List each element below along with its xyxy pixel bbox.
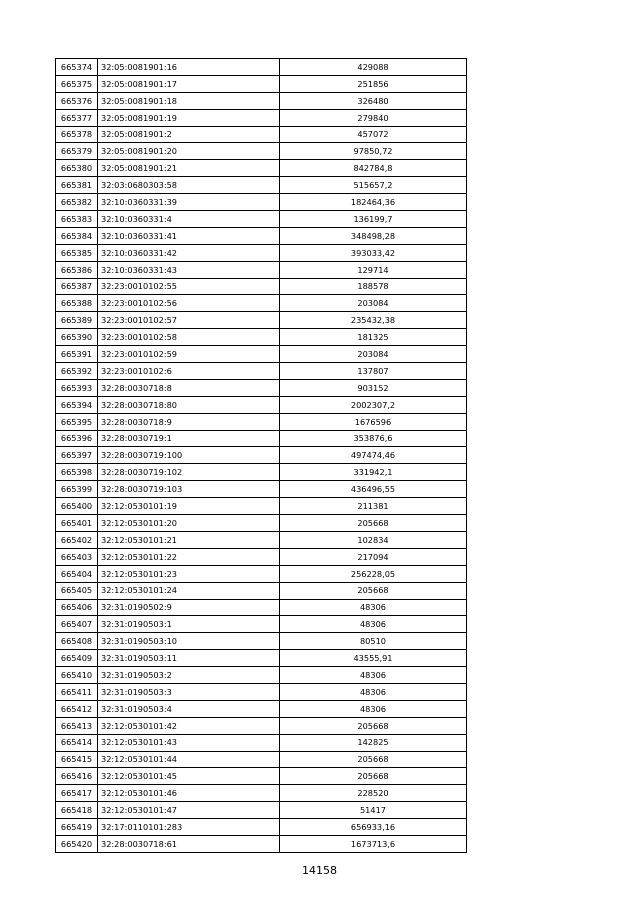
table-row: [56, 346, 467, 363]
cadastral-number-cell: 32:12:0530101:46: [98, 785, 280, 802]
value-cell: 48306: [280, 667, 467, 684]
cadastral-number-cell: 32:10:0360331:43: [98, 261, 280, 278]
value-cell: 457072: [280, 126, 467, 143]
value-cell: 436496,55: [280, 481, 467, 498]
cadastral-number-cell: 32:28:0030719:1: [98, 430, 280, 447]
cadastral-number-cell: 32:28:0030718:8: [98, 379, 280, 396]
cadastral-number-cell: 32:31:0190503:4: [98, 700, 280, 717]
row-number-cell: 665401: [56, 515, 98, 532]
value-cell: 203084: [280, 295, 467, 312]
row-number-cell: 665412: [56, 700, 98, 717]
cadastral-number-cell: 32:10:0360331:42: [98, 244, 280, 261]
table-row: [56, 312, 467, 329]
page-number: 14158: [302, 864, 337, 877]
row-number-cell: 665414: [56, 734, 98, 751]
cadastral-number-cell: 32:12:0530101:47: [98, 802, 280, 819]
value-cell: 235432,38: [280, 312, 467, 329]
value-cell: 217094: [280, 548, 467, 565]
table-row: [56, 531, 467, 548]
row-number-cell: 665381: [56, 177, 98, 194]
table-row: [56, 667, 467, 684]
row-number-cell: 665377: [56, 109, 98, 126]
table-row: [56, 363, 467, 380]
cadastral-number-cell: 32:31:0190502:9: [98, 599, 280, 616]
table-row: [56, 734, 467, 751]
value-cell: 182464,36: [280, 194, 467, 211]
cadastral-number-cell: 32:12:0530101:24: [98, 582, 280, 599]
cadastral-number-cell: 32:05:0081901:21: [98, 160, 280, 177]
table-row: [56, 413, 467, 430]
cadastral-value-table: [55, 58, 467, 853]
cadastral-number-cell: 32:31:0190503:3: [98, 683, 280, 700]
value-cell: 515657,2: [280, 177, 467, 194]
cadastral-number-cell: 32:12:0530101:43: [98, 734, 280, 751]
cadastral-number-cell: 32:28:0030719:102: [98, 464, 280, 481]
row-number-cell: 665380: [56, 160, 98, 177]
table-row: [56, 515, 467, 532]
table-row: [56, 616, 467, 633]
table-row: [56, 295, 467, 312]
table-row: [56, 92, 467, 109]
value-cell: 188578: [280, 278, 467, 295]
cadastral-number-cell: 32:28:0030719:103: [98, 481, 280, 498]
row-number-cell: 665375: [56, 75, 98, 92]
cadastral-number-cell: 32:12:0530101:21: [98, 531, 280, 548]
cadastral-number-cell: 32:31:0190503:10: [98, 633, 280, 650]
value-cell: 497474,46: [280, 447, 467, 464]
row-number-cell: 665404: [56, 565, 98, 582]
value-cell: 279840: [280, 109, 467, 126]
row-number-cell: 665393: [56, 379, 98, 396]
value-cell: 203084: [280, 346, 467, 363]
value-cell: 205668: [280, 582, 467, 599]
table-row: [56, 582, 467, 599]
table-row: [56, 211, 467, 228]
value-cell: 211381: [280, 498, 467, 515]
table-row: [56, 819, 467, 836]
value-cell: 136199,7: [280, 211, 467, 228]
value-cell: 181325: [280, 329, 467, 346]
table-row: [56, 481, 467, 498]
value-cell: 205668: [280, 751, 467, 768]
cadastral-number-cell: 32:28:0030718:9: [98, 413, 280, 430]
value-cell: 129714: [280, 261, 467, 278]
cadastral-number-cell: 32:28:0030718:61: [98, 835, 280, 852]
cadastral-number-cell: 32:05:0081901:19: [98, 109, 280, 126]
table-row: [56, 768, 467, 785]
value-cell: 80510: [280, 633, 467, 650]
value-cell: 205668: [280, 717, 467, 734]
cadastral-number-cell: 32:12:0530101:19: [98, 498, 280, 515]
row-number-cell: 665378: [56, 126, 98, 143]
value-cell: 43555,91: [280, 650, 467, 667]
row-number-cell: 665385: [56, 244, 98, 261]
row-number-cell: 665420: [56, 835, 98, 852]
cadastral-number-cell: 32:05:0081901:17: [98, 75, 280, 92]
value-cell: 205668: [280, 515, 467, 532]
value-cell: 228520: [280, 785, 467, 802]
row-number-cell: 665400: [56, 498, 98, 515]
value-cell: 331942,1: [280, 464, 467, 481]
value-cell: 1676596: [280, 413, 467, 430]
table-row: [56, 396, 467, 413]
cadastral-number-cell: 32:31:0190503:1: [98, 616, 280, 633]
value-cell: 1673713,6: [280, 835, 467, 852]
table-row: [56, 599, 467, 616]
cadastral-number-cell: 32:10:0360331:4: [98, 211, 280, 228]
value-cell: 48306: [280, 599, 467, 616]
value-cell: 102834: [280, 531, 467, 548]
table-row: [56, 59, 467, 76]
table-row: [56, 785, 467, 802]
value-cell: 251856: [280, 75, 467, 92]
row-number-cell: 665390: [56, 329, 98, 346]
cadastral-number-cell: 32:31:0190503:11: [98, 650, 280, 667]
row-number-cell: 665399: [56, 481, 98, 498]
value-cell: 656933,16: [280, 819, 467, 836]
row-number-cell: 665402: [56, 531, 98, 548]
row-number-cell: 665408: [56, 633, 98, 650]
row-number-cell: 665419: [56, 819, 98, 836]
table-row: [56, 498, 467, 515]
value-cell: 97850,72: [280, 143, 467, 160]
table-row: [56, 261, 467, 278]
row-number-cell: 665410: [56, 667, 98, 684]
cadastral-number-cell: 32:12:0530101:23: [98, 565, 280, 582]
value-cell: 48306: [280, 683, 467, 700]
row-number-cell: 665386: [56, 261, 98, 278]
cadastral-number-cell: 32:28:0030718:80: [98, 396, 280, 413]
value-cell: 256228,05: [280, 565, 467, 582]
table-row: [56, 329, 467, 346]
table-row: [56, 379, 467, 396]
table-row: [56, 278, 467, 295]
row-number-cell: 665391: [56, 346, 98, 363]
value-cell: 429088: [280, 59, 467, 76]
row-number-cell: 665416: [56, 768, 98, 785]
row-number-cell: 665406: [56, 599, 98, 616]
table-row: [56, 802, 467, 819]
table-row: [56, 177, 467, 194]
row-number-cell: 665417: [56, 785, 98, 802]
cadastral-number-cell: 32:12:0530101:44: [98, 751, 280, 768]
table-row: [56, 447, 467, 464]
table-row: [56, 633, 467, 650]
row-number-cell: 665418: [56, 802, 98, 819]
table-row: [56, 751, 467, 768]
value-cell: 48306: [280, 616, 467, 633]
row-number-cell: 665403: [56, 548, 98, 565]
table-row: [56, 650, 467, 667]
row-number-cell: 665376: [56, 92, 98, 109]
table-row: [56, 430, 467, 447]
table-row: [56, 244, 467, 261]
cadastral-number-cell: 32:23:0010102:6: [98, 363, 280, 380]
cadastral-number-cell: 32:23:0010102:55: [98, 278, 280, 295]
cadastral-number-cell: 32:03:0680303:58: [98, 177, 280, 194]
row-number-cell: 665389: [56, 312, 98, 329]
cadastral-number-cell: 32:17:0110101:283: [98, 819, 280, 836]
value-cell: 842784,8: [280, 160, 467, 177]
cadastral-number-cell: 32:28:0030719:100: [98, 447, 280, 464]
row-number-cell: 665394: [56, 396, 98, 413]
value-cell: 903152: [280, 379, 467, 396]
value-cell: 205668: [280, 768, 467, 785]
row-number-cell: 665409: [56, 650, 98, 667]
cadastral-number-cell: 32:05:0081901:18: [98, 92, 280, 109]
row-number-cell: 665407: [56, 616, 98, 633]
row-number-cell: 665382: [56, 194, 98, 211]
row-number-cell: 665395: [56, 413, 98, 430]
table-row: [56, 835, 467, 852]
cadastral-number-cell: 32:23:0010102:58: [98, 329, 280, 346]
cadastral-number-cell: 32:12:0530101:20: [98, 515, 280, 532]
row-number-cell: 665379: [56, 143, 98, 160]
table-row: [56, 565, 467, 582]
row-number-cell: 665415: [56, 751, 98, 768]
table-row: [56, 717, 467, 734]
row-number-cell: 665392: [56, 363, 98, 380]
table-row: [56, 227, 467, 244]
value-cell: 353876,6: [280, 430, 467, 447]
value-cell: 2002307,2: [280, 396, 467, 413]
cadastral-number-cell: 32:10:0360331:41: [98, 227, 280, 244]
table-body: [56, 59, 467, 853]
cadastral-number-cell: 32:31:0190503:2: [98, 667, 280, 684]
cadastral-number-cell: 32:12:0530101:22: [98, 548, 280, 565]
table-row: [56, 75, 467, 92]
table-row: [56, 143, 467, 160]
cadastral-number-cell: 32:12:0530101:42: [98, 717, 280, 734]
value-cell: 142825: [280, 734, 467, 751]
value-cell: 137807: [280, 363, 467, 380]
cadastral-number-cell: 32:23:0010102:59: [98, 346, 280, 363]
row-number-cell: 665413: [56, 717, 98, 734]
table-row: [56, 126, 467, 143]
table-row: [56, 160, 467, 177]
row-number-cell: 665388: [56, 295, 98, 312]
table-row: [56, 194, 467, 211]
table-row: [56, 700, 467, 717]
table-row: [56, 464, 467, 481]
cadastral-number-cell: 32:05:0081901:20: [98, 143, 280, 160]
row-number-cell: 665411: [56, 683, 98, 700]
cadastral-number-cell: 32:12:0530101:45: [98, 768, 280, 785]
table-row: [56, 548, 467, 565]
row-number-cell: 665397: [56, 447, 98, 464]
cadastral-number-cell: 32:10:0360331:39: [98, 194, 280, 211]
cadastral-number-cell: 32:05:0081901:16: [98, 59, 280, 76]
row-number-cell: 665398: [56, 464, 98, 481]
table-row: [56, 109, 467, 126]
value-cell: 51417: [280, 802, 467, 819]
row-number-cell: 665405: [56, 582, 98, 599]
cadastral-number-cell: 32:05:0081901:2: [98, 126, 280, 143]
value-cell: 348498,28: [280, 227, 467, 244]
value-cell: 326480: [280, 92, 467, 109]
row-number-cell: 665374: [56, 59, 98, 76]
row-number-cell: 665387: [56, 278, 98, 295]
cadastral-number-cell: 32:23:0010102:57: [98, 312, 280, 329]
value-cell: 48306: [280, 700, 467, 717]
cadastral-number-cell: 32:23:0010102:56: [98, 295, 280, 312]
table-row: [56, 683, 467, 700]
row-number-cell: 665396: [56, 430, 98, 447]
row-number-cell: 665383: [56, 211, 98, 228]
value-cell: 393033,42: [280, 244, 467, 261]
row-number-cell: 665384: [56, 227, 98, 244]
